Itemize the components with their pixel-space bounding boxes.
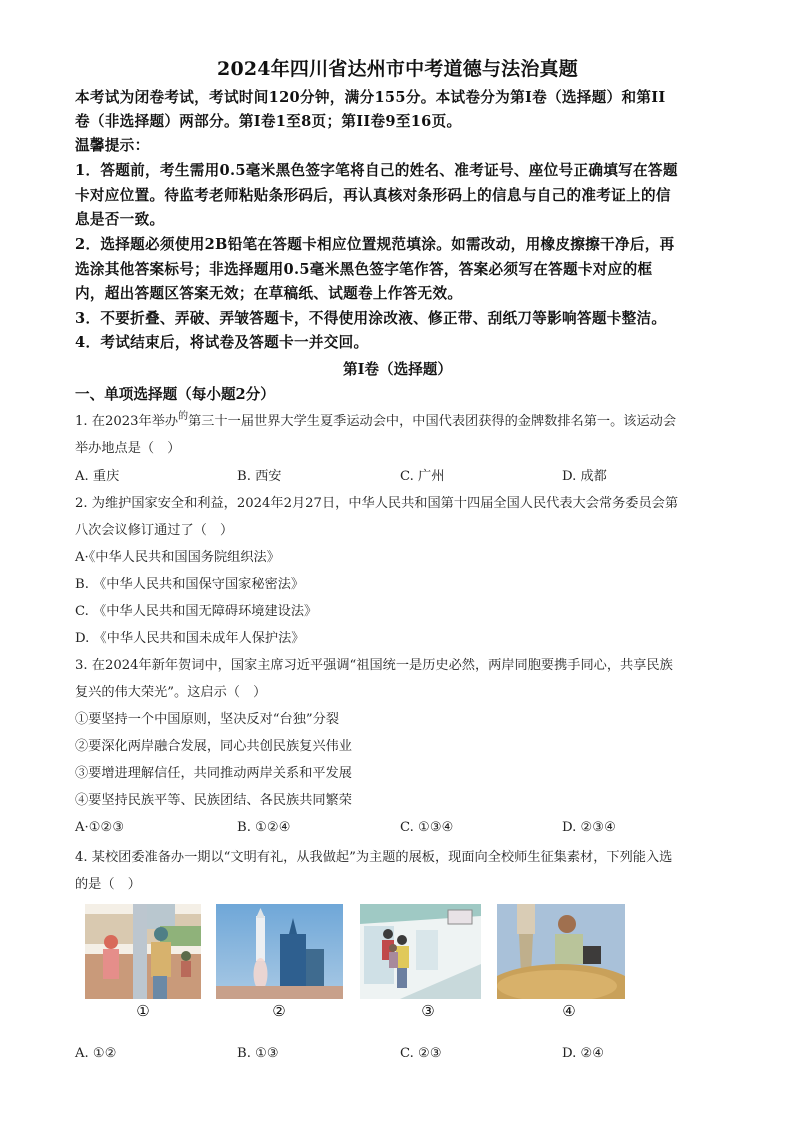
- tip-line: 内，超出答题区答案无效；在草稿纸、试题卷上作答无效。: [75, 285, 463, 302]
- page-title: 2024年四川省达州市中考道德与法治真题: [217, 58, 578, 80]
- photo-rocket-launch: [216, 904, 343, 999]
- option-a[interactable]: A·①②③: [75, 820, 125, 835]
- illustration-subway-queue: [360, 904, 481, 999]
- statement-4: ④要坚持民族平等、民族团结、各民族共同繁荣: [75, 793, 352, 808]
- stem-text: 1. 在2023年举办: [75, 414, 179, 429]
- question-1-stem-cont: 举办地点是（ ）: [75, 441, 181, 456]
- tip-line: 4．考试结束后，将试卷及答题卡一并交回。: [75, 334, 369, 351]
- option-b[interactable]: B. ①②④: [237, 820, 291, 835]
- question-2-stem: 2. 为维护国家安全和利益，2024年2月27日，中华人民共和国第十四届全国人民代表大会常务委员会第: [75, 496, 679, 511]
- stem-text: 第三十一届世界大学生夏季运动会中，中国代表团获得的金牌数排名第一。该运动会: [188, 414, 677, 429]
- question-4-stem-cont: 的是（ ）: [75, 877, 141, 892]
- section-heading: 一、单项选择题（每小题2分）: [75, 386, 275, 403]
- option-b[interactable]: B. 西安: [237, 469, 282, 484]
- statement-2: ②要深化两岸融合发展，同心共创民族复兴伟业: [75, 739, 352, 754]
- statement-1: ①要坚持一个中国原则，坚决反对“台独”分裂: [75, 712, 340, 727]
- tip-line: 息是否一致。: [75, 211, 165, 228]
- image-label-1: ①: [136, 1002, 150, 1020]
- tips-heading: 温馨提示：: [75, 137, 150, 154]
- tip-line: 2．选择题必须使用2B铅笔在答题卡相应位置规范填涂。如需改动，用橡皮擦擦干净后，再: [75, 236, 675, 253]
- option-a[interactable]: A. ①②: [75, 1046, 117, 1061]
- option-c[interactable]: C. ②③: [400, 1046, 442, 1061]
- option-b[interactable]: B. ①③: [237, 1046, 279, 1061]
- option-d[interactable]: D. 《中华人民共和国未成年人保护法》: [75, 631, 305, 646]
- option-a[interactable]: A·《中华人民共和国国务院组织法》: [75, 550, 280, 565]
- option-c[interactable]: C. 《中华人民共和国无障碍环境建设法》: [75, 604, 318, 619]
- option-d[interactable]: D. ②③④: [562, 820, 616, 835]
- question-3-stem: 3. 在2024年新年贺词中，国家主席习近平强调“祖国统一是历史必然，两岸同胞要携手同心，共享民族: [75, 658, 673, 673]
- tip-line: 1．答题前，考生需用0.5毫米黑色签字笔将自己的姓名、准考证号、座位号正确填写在答题: [75, 162, 678, 179]
- question-3-options: [75, 818, 735, 838]
- image-label-4: ④: [562, 1002, 576, 1020]
- option-a[interactable]: A. 重庆: [75, 469, 120, 484]
- intro-line: 卷（非选择题）两部分。第I卷1至8页；第II卷9至16页。: [75, 113, 462, 130]
- question-4-options: [75, 1044, 735, 1064]
- superscript-text: 的: [178, 411, 189, 422]
- statement-3: ③要增进理解信任，共同推动两岸关系和平发展: [75, 766, 352, 781]
- question-3-stem-cont: 复兴的伟大荣光”。这启示（ ）: [75, 685, 267, 700]
- tip-line: 卡对应位置。待监考老师粘贴条形码后，再认真核对条形码上的信息与自己的准考证上的信: [75, 187, 671, 204]
- option-b[interactable]: B. 《中华人民共和国保守国家秘密法》: [75, 577, 305, 592]
- question-1-options: [75, 467, 735, 487]
- question-4-stem: 4. 某校团委准备办一期以“文明有礼，从我做起”为主题的展板，现面向全校师生征集素材，下列能入选: [75, 850, 673, 865]
- volume-heading: 第I卷（选择题）: [343, 361, 452, 378]
- question-2-stem-cont: 八次会议修订通过了（ ）: [75, 523, 234, 538]
- tip-line: 3．不要折叠、弄破、弄皱答题卡，不得使用涂改液、修正带、刮纸刀等影响答题卡整洁。: [75, 310, 667, 327]
- option-d[interactable]: D. 成都: [562, 469, 607, 484]
- tip-line: 选涂其他答案标号；非选择题用0.5毫米黑色签字笔作答，答案必须写在答题卡对应的框: [75, 261, 653, 278]
- question-1-stem: [75, 412, 676, 433]
- photo-farmer-grain: [497, 904, 625, 999]
- intro-line: 本考试为闭卷考试，考试时间120分钟，满分155分。本试卷分为第I卷（选择题）和第II: [75, 89, 666, 106]
- illustration-cleaning-pole: [85, 904, 201, 999]
- image-label-2: ②: [272, 1002, 286, 1020]
- image-label-3: ③: [421, 1002, 435, 1020]
- option-c[interactable]: C. 广州: [400, 469, 445, 484]
- option-d[interactable]: D. ②④: [562, 1046, 605, 1061]
- option-c[interactable]: C. ①③④: [400, 820, 454, 835]
